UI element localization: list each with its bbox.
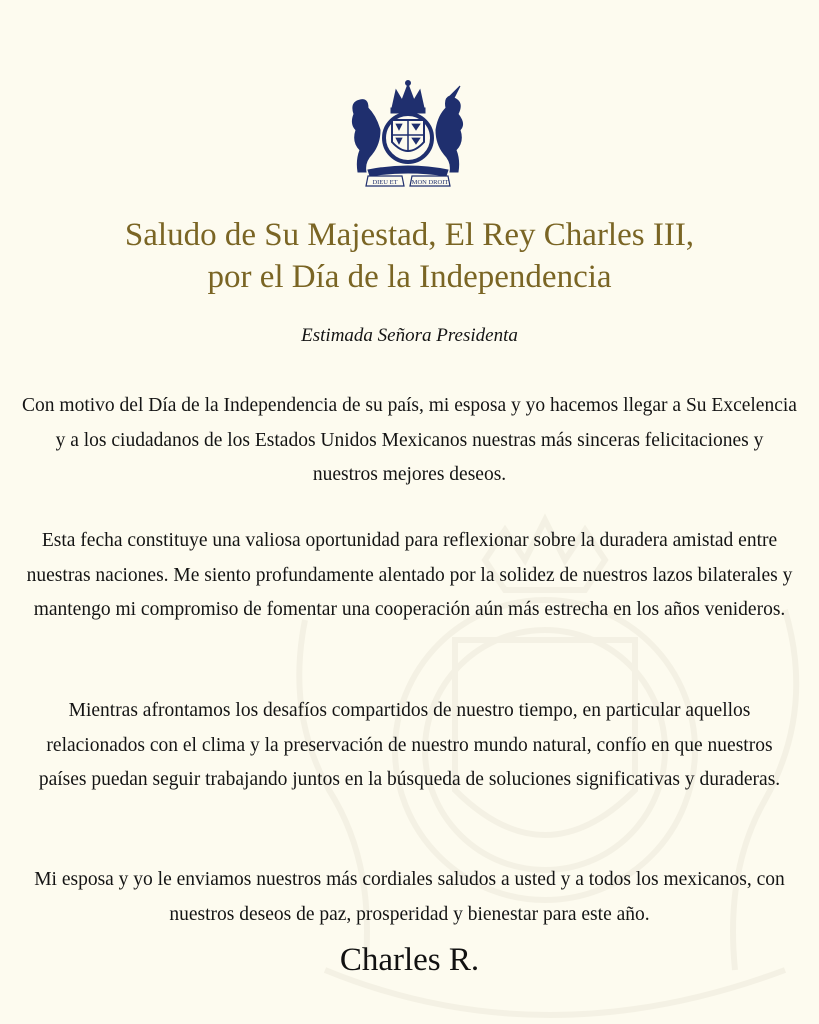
signature: Charles R. bbox=[339, 942, 480, 978]
body-paragraph-3: Mientras afrontamos los desafíos compartidos de nuestro tiempo, en particular aquellos relacionados con el clima y la preservación de nuestro mundo natural, confío en que nuestros países puedan seguir trabajando juntos en la búsqueda de soluciones significativas y duraderas. bbox=[38, 700, 781, 790]
body-paragraph-4: Mi esposa y yo le enviamos nuestros más cordiales saludos a usted y a todos los mexicanos, con nuestros deseos de paz, prosperidad y bienestar para este año. bbox=[34, 869, 785, 925]
crest-motto-right: MON DROIT bbox=[411, 179, 449, 186]
crest-motto-left: DIEU ET bbox=[372, 179, 398, 186]
title-line-2: por el Día de la Independencia bbox=[207, 259, 612, 295]
body-paragraph-2: Esta fecha constituye una valiosa oportunidad para reflexionar sobre la duradera amistad entre nuestras naciones. Me siento profundamente alentado por la solidez de nuestros lazos bilaterales y mantengo mi compromiso de fomentar una cooperación aún más estrecha en los años venideros. bbox=[26, 530, 793, 620]
letter-title bbox=[0, 214, 819, 298]
title-line-1: Saludo de Su Majestad, El Rey Charles III, bbox=[124, 217, 695, 253]
royal-coat-of-arms-crest bbox=[346, 80, 470, 190]
salutation: Estimada Señora Presidenta bbox=[301, 325, 518, 346]
body-paragraph-1: Con motivo del Día de la Independencia de su país, mi esposa y yo hacemos llegar a Su Excelencia y a los ciudadanos de los Estados Unidos Mexicanos nuestras más sinceras felicitaciones y nuestros mejores deseos. bbox=[22, 395, 797, 485]
